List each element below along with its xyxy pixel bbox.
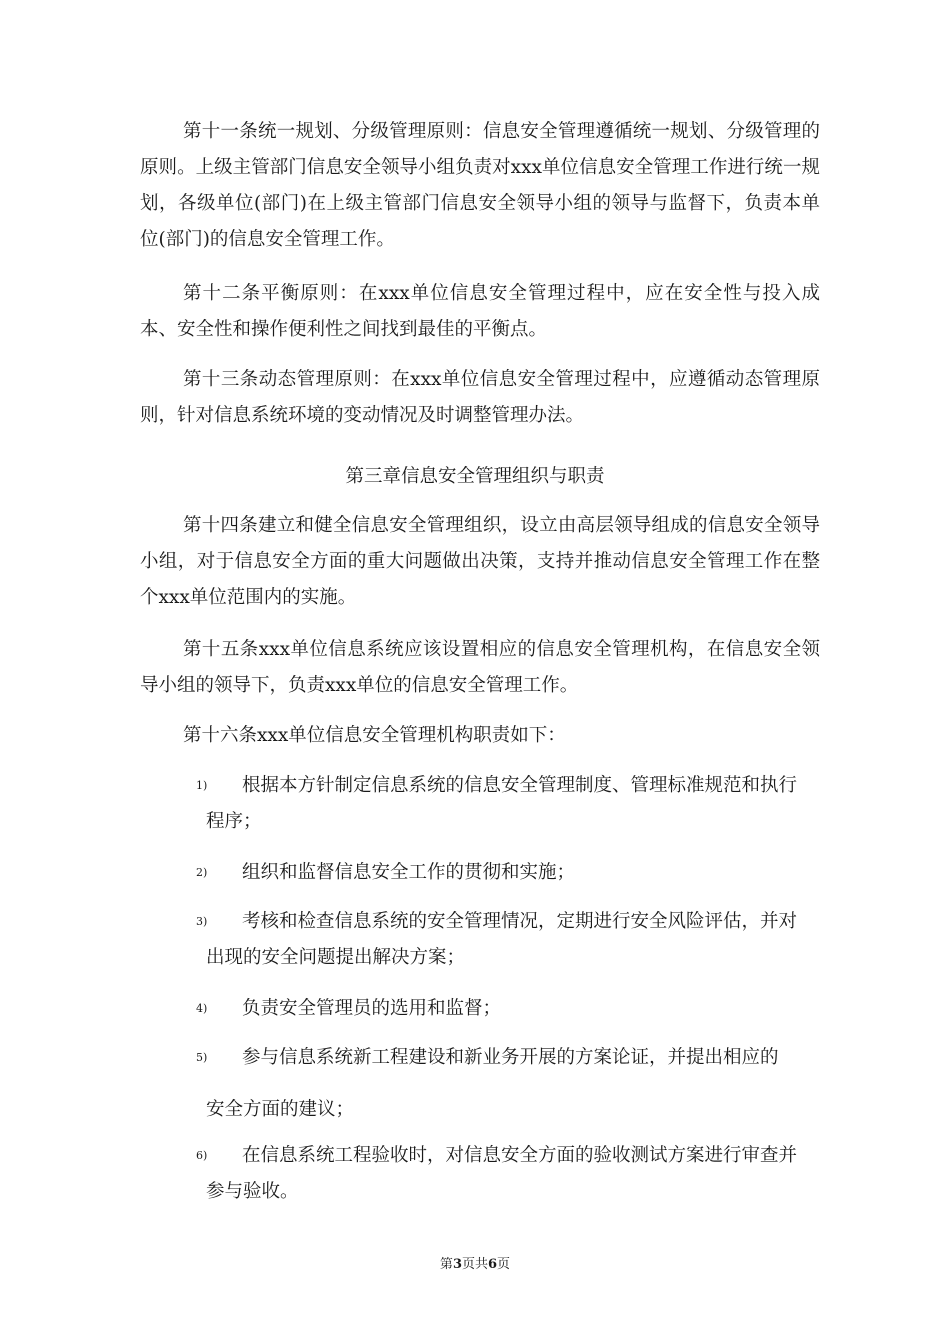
current-page-number: 3 [452, 1257, 462, 1272]
list-item-number: 1) [196, 779, 208, 792]
list-item-text: 在信息系统工程验收时，对信息安全方面的验收测试方案进行审查并 [242, 1145, 798, 1166]
article-14: 第十四条建立和健全信息安全管理组织，设立由高层领导组成的信息安全领导小组，对于信息安全方面的重大问题做出决策，支持并推动信息安全管理工作在整个xxx单位范围内的实施。 [140, 515, 820, 608]
list-item [196, 1138, 820, 1210]
list-item [196, 904, 820, 976]
list-item-text: 负责安全管理员的选用和监督； [242, 998, 502, 1019]
list-item-continuation: 出现的安全问题提出解决方案； [206, 947, 466, 968]
list-item-continuation: 参与验收。 [206, 1181, 299, 1202]
article-16: 第十六条xxx单位信息安全管理机构职责如下： [183, 725, 566, 746]
footer-middle: 页共 [461, 1257, 488, 1272]
list-item-number: 5) [196, 1051, 208, 1064]
page-footer [0, 1255, 950, 1275]
footer-suffix: 页 [497, 1257, 511, 1272]
total-page-number: 6 [488, 1257, 498, 1272]
article-11: 第十一条统一规划、分级管理原则：信息安全管理遵循统一规划、分级管理的原则。上级主管部门信息安全领导小组负责对xxx单位信息安全管理工作进行统一规划，各级单位(部门)在上级主管部门信息安全领导小组的领导与监督下，负责本单位(部门)的信息安全管理工作。 [140, 121, 820, 250]
list-item-text: 根据本方针制定信息系统的信息安全管理制度、管理标准规范和执行 [242, 775, 798, 796]
list-item-number: 3) [196, 915, 208, 928]
list-item [196, 991, 820, 1027]
list-item [196, 768, 820, 840]
list-item-text: 参与信息系统新工程建设和新业务开展的方案论证，并提出相应的 [242, 1047, 779, 1068]
article-15: 第十五条xxx单位信息系统应该设置相应的信息安全管理机构，在信息安全领导小组的领导下，负责xxx单位的信息安全管理工作。 [140, 639, 820, 696]
chapter-heading: 第三章信息安全管理组织与职责 [345, 466, 605, 487]
list-item-text: 考核和检查信息系统的安全管理情况，定期进行安全风险评估，并对 [242, 911, 798, 932]
article-12: 第十二条平衡原则：在xxx单位信息安全管理过程中，应在安全性与投入成本、安全性和操作便利性之间找到最佳的平衡点。 [140, 283, 820, 340]
list-item-continuation: 程序； [206, 811, 262, 832]
list-item-text: 组织和监督信息安全工作的贯彻和实施； [242, 862, 576, 883]
list-item-continuation: 安全方面的建议； [206, 1099, 355, 1120]
list-item-number: 2) [196, 866, 208, 879]
list-item [196, 1040, 820, 1128]
list-item [196, 855, 820, 891]
list-item-number: 6) [196, 1149, 208, 1162]
list-item-number: 4) [196, 1002, 208, 1015]
footer-prefix: 第 [439, 1257, 453, 1272]
article-13: 第十三条动态管理原则：在xxx单位信息安全管理过程中，应遵循动态管理原则，针对信息系统环境的变动情况及时调整管理办法。 [140, 369, 820, 426]
